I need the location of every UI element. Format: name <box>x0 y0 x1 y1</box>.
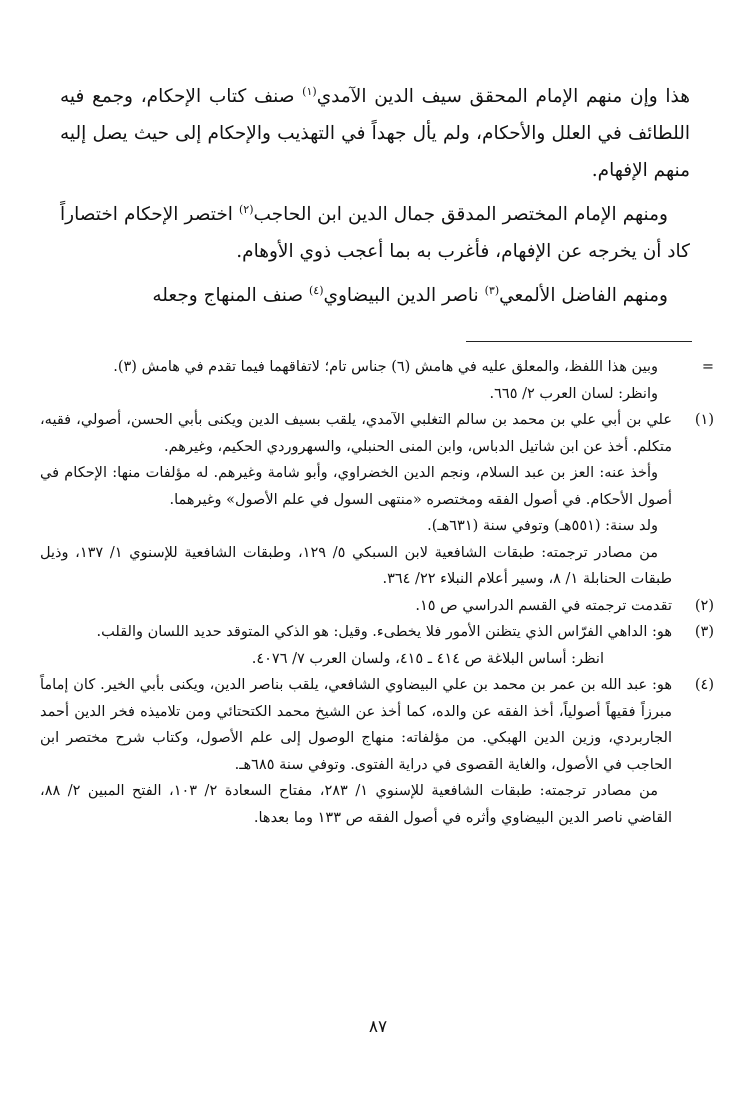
footnote-line: وأخذ عنه: العز بن عبد السلام، ونجم الدين الخضراوي، وأبو شامة وغيرهم. له مؤلفات منها: الإحكام في أصول الأحكام. في أصول الفقه ومختصره «منتهى السول في علم الأصول» وغيرهما. <box>40 465 672 508</box>
paragraph-2-part-b: اختصر الإحكام اختصاراً كاد أن يخرجه عن الإفهام، فأغرب به بما أعجب ذوي الأوهام. <box>60 204 690 262</box>
footnote-ref-2[interactable]: (٢) <box>239 202 254 216</box>
footnote-line: من مصادر ترجمته: طبقات الشافعية للإسنوي ١/ ٢٨٣، مفتاح السعادة ٢/ ١٠٣، الفتح المبين ٢/ ٨٨، القاضي ناصر الدين البيضاوي وأثره في أصول الفقه ص ١٣٣ وما بعدها. <box>40 783 672 826</box>
paragraph-2 <box>60 196 690 270</box>
page-number: ٨٧ <box>368 1017 388 1037</box>
footnote-4 <box>40 672 714 831</box>
paragraph-2-part-a: ومنهم الإمام المختصر المدقق جمال الدين ابن الحاجب <box>253 204 668 225</box>
paragraph-1-part-a: هذا وإن منهم الإمام المحقق سيف الدين الآمدي <box>316 86 690 107</box>
paragraph-1-part-b: صنف كتاب الإحكام، وجمع فيه اللطائف في العلل والأحكام، ولم يأل جهداً في التهذيب والإحكام إلى حيث يصل إليه منهم الإفهام. <box>60 86 690 181</box>
footnote-ref-4[interactable]: (٤) <box>308 283 324 297</box>
footnote-line: ولد سنة: (٥٥١هـ) وتوفي سنة (٦٣١هـ). <box>427 518 658 534</box>
footnote-3 <box>40 619 714 672</box>
footnote-line: انظر: أساس البلاغة ص ٤١٤ ـ ٤١٥، ولسان العرب ٧/ ٤٠٧٦. <box>251 650 604 667</box>
main-text <box>60 78 690 321</box>
footnote-body <box>40 672 672 831</box>
footnote-line: من مصادر ترجمته: طبقات الشافعية لابن السبكي ٥/ ١٢٩، وطبقات الشافعية للإسنوي ١/ ١٣٧، وذيل طبقات الحنابلة ١/ ٨، وسير أعلام النبلاء ٢٢/ ٣٦٤. <box>40 544 672 587</box>
footnote-line: وبين هذا اللفظ، والمعلق عليه في هامش (٦) جناس تام؛ لاتفاقهما فيما تقدم في هامش (٣). <box>113 359 658 375</box>
footnote-line: هو: عبد الله بن عمر بن محمد بن علي البيضاوي الشافعي، يلقب بناصر الدين، ويكنى بأبي الخير. كان إماماً مبرزاً فقيهاً أصولياً، أخذ الفقه عن والده، كما أخذ عن الشيخ محمد الكتحتائي ومن تلاميذه فخر الدين أحمد الجاربردي، وزين الدين الهبكي. من مؤلفاته: منهاج الوصول إلى علم الأصول، وكتاب شرح مختصر ابن الحاجب في الأصول، والغاية القصوى في دراية الفتوى. وتوفي سنة ٦٨٥هـ. <box>40 677 672 773</box>
footnote-line: علي بن أبي علي بن محمد بن سالم التغلبي الآمدي، يلقب بسيف الدين ويكنى بأبي الحسن، أصولي، فقيه، متكلم. أخذ عن ابن شاتيل الدباس، وابن المنى الحنبلي، والسهروردي الحكيم، وغيرهم. <box>40 412 672 455</box>
paragraph-3 <box>60 277 690 314</box>
footnote-ref-1[interactable]: (١) <box>302 84 317 98</box>
footnote-marker: (١) <box>694 412 714 428</box>
footnote-marker: = <box>701 359 714 375</box>
paragraph-3-part-a: ومنهم الفاضل الألمعي <box>499 285 668 306</box>
footnote-2 <box>40 593 714 620</box>
footnote-body <box>40 354 672 407</box>
footnote-marker: (٢) <box>694 597 714 614</box>
footnote-1 <box>40 407 714 593</box>
footnote-marker: (٤) <box>694 677 714 693</box>
paragraph-3-part-c: صنف المنهاج وجعله <box>152 285 309 306</box>
paragraph-3-part-b: ناصر الدين البيضاوي <box>323 285 485 306</box>
footnote-ref-3[interactable]: (٣) <box>484 283 500 297</box>
footnote-line: تقدمت ترجمته في القسم الدراسي ص ١٥. <box>415 597 672 614</box>
footnotes <box>40 354 714 831</box>
footnote-continuation <box>40 354 714 407</box>
footnote-line: هو: الداهي الفرّاس الذي يتظنن الأمور فلا يخطىء. وقيل: هو الذكي المتوقد حديد اللسان والقلب. <box>96 624 672 640</box>
footnote-body <box>40 407 672 593</box>
paragraph-1 <box>60 78 690 189</box>
footnote-divider <box>466 341 692 342</box>
footnote-body <box>40 593 672 620</box>
footnote-line: وانظر: لسان العرب ٢/ ٦٦٥. <box>489 385 658 402</box>
footnote-body <box>40 619 672 672</box>
footnote-marker: (٣) <box>694 624 714 640</box>
